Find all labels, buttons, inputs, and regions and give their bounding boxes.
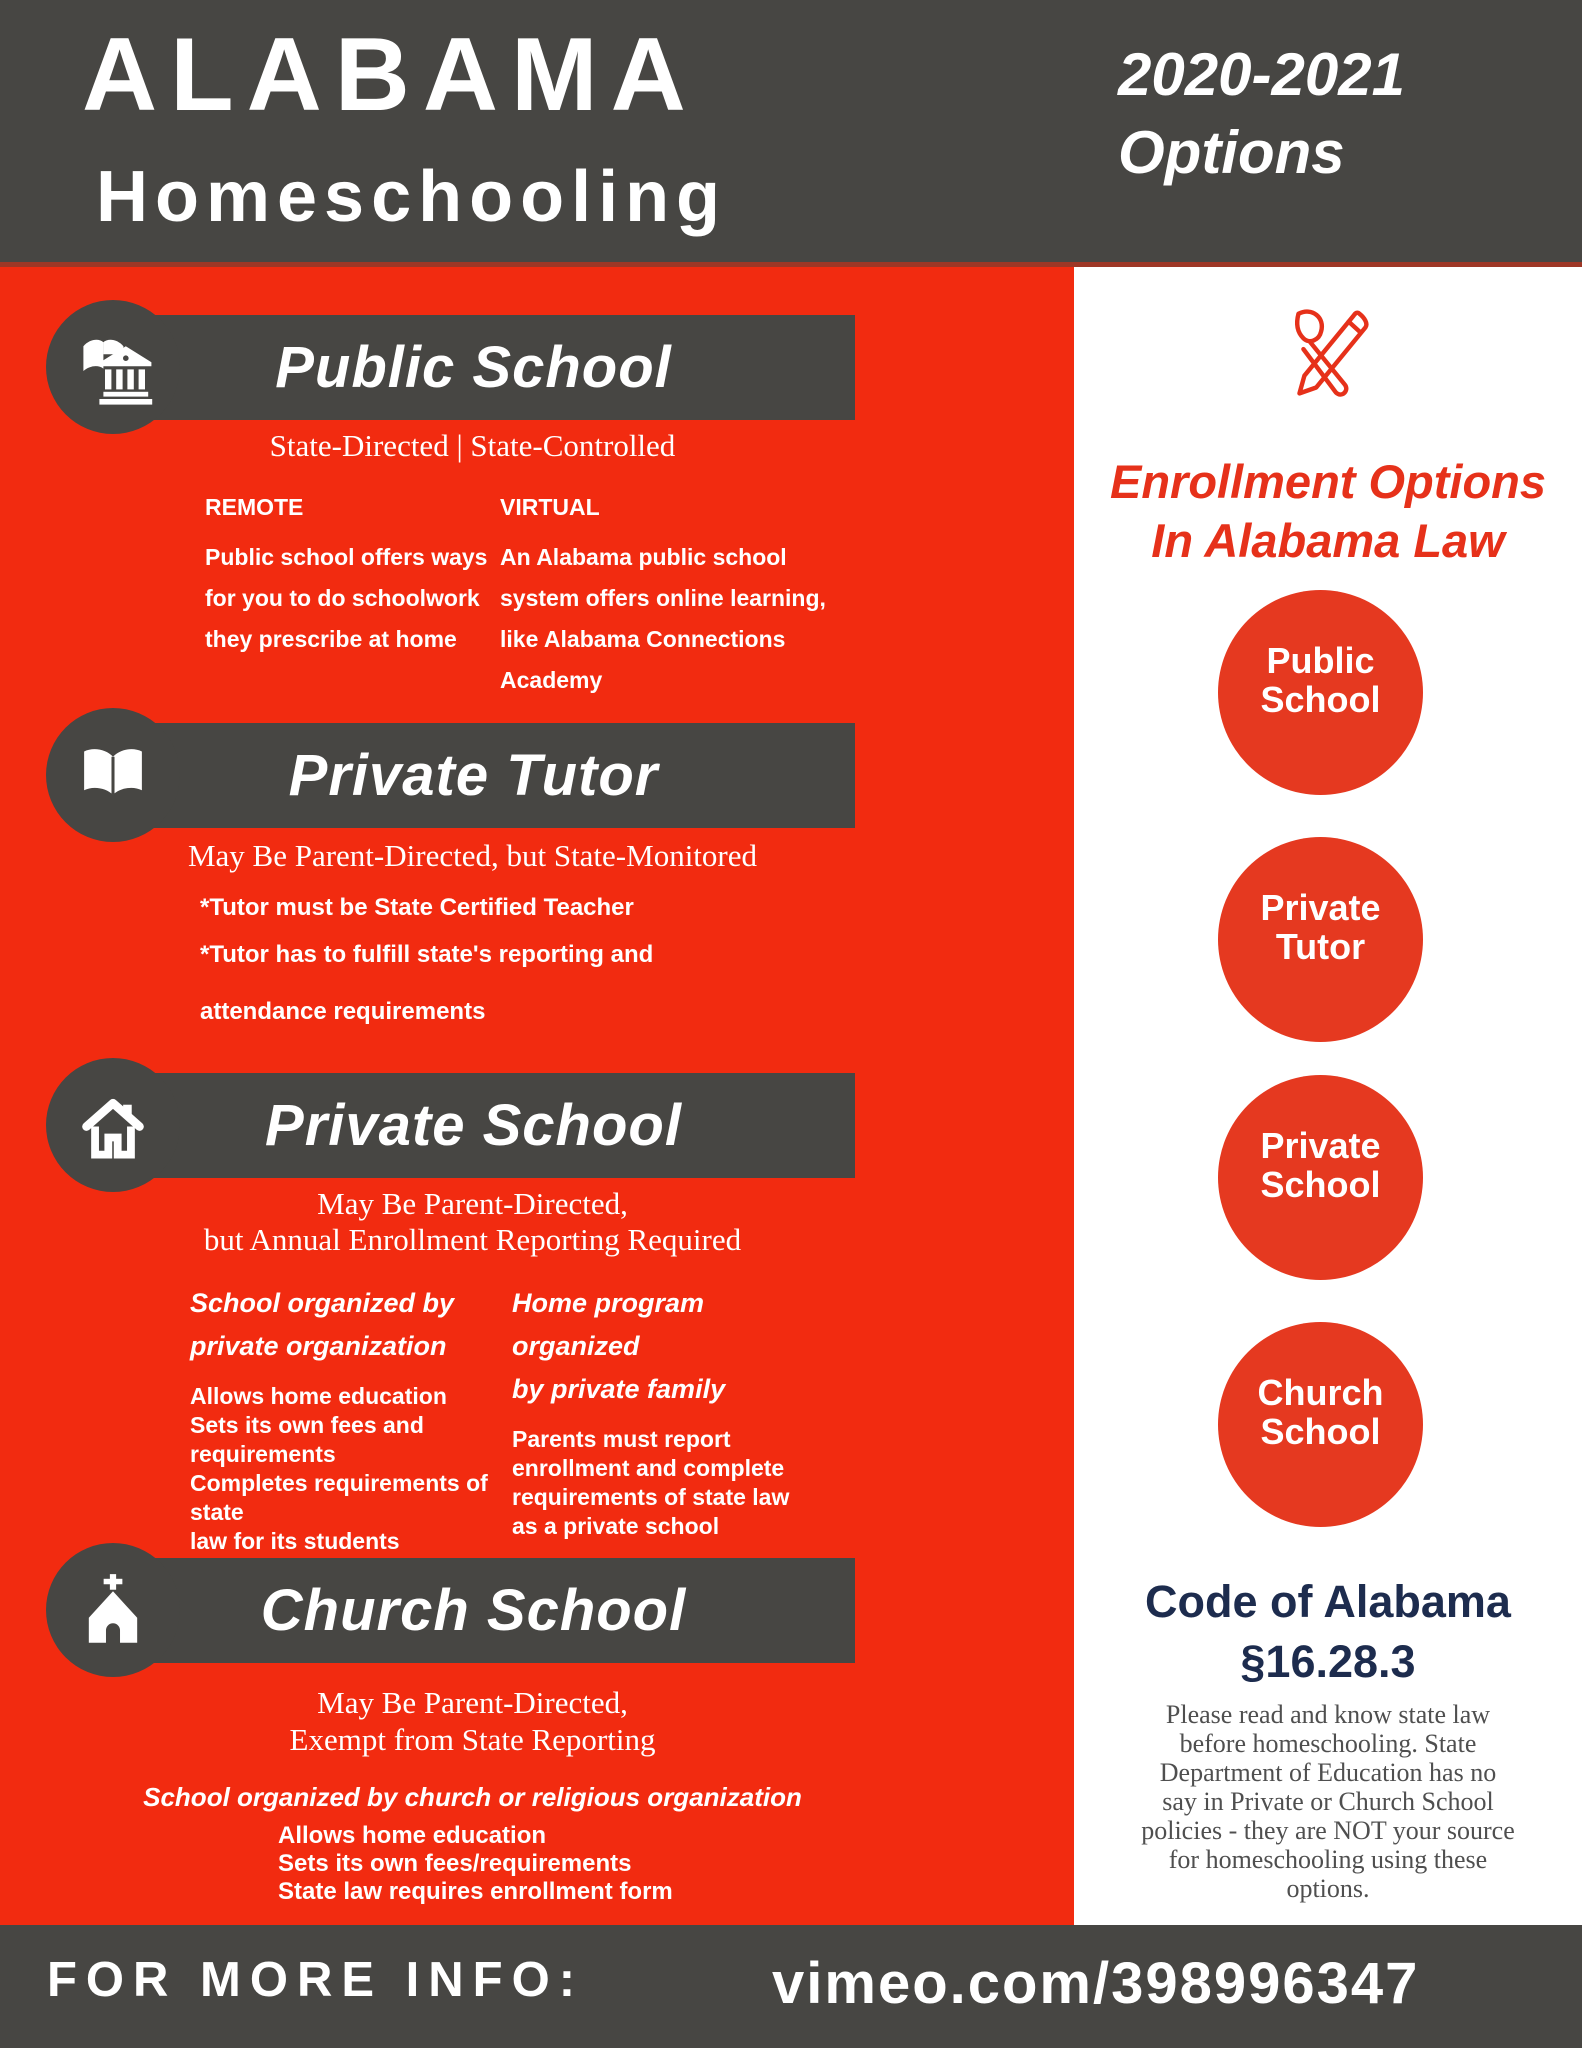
public-school-icon-circle: [46, 300, 180, 434]
public-school-title: Public School: [275, 335, 672, 400]
header-divider: [0, 262, 1582, 267]
private-school-subtitle: [90, 1186, 855, 1258]
church-school-subtitle: [90, 1684, 855, 1758]
tutor-bullet: attendance requirements: [200, 998, 486, 1025]
virtual-line: like Alabama Connections: [500, 626, 786, 652]
private-school-title: Private School: [265, 1093, 682, 1158]
year-options-label: [1118, 36, 1405, 192]
code-of-alabama-note: [1094, 1700, 1562, 1903]
badge-private-school: [1218, 1075, 1423, 1280]
remote-heading: REMOTE: [205, 494, 304, 520]
church-icon: [74, 1571, 152, 1649]
badge-label: Church School: [1257, 1371, 1384, 1452]
public-school-header-bar: [92, 315, 855, 420]
crossed-brush-and-pencil-icon: [1272, 298, 1384, 416]
tutor-bullet: *Tutor has to fulfill state's reporting and: [200, 941, 654, 968]
home-program-line: enrollment and complete: [512, 1455, 785, 1481]
church-school-line: State law requires enrollment form: [278, 1878, 673, 1905]
private-org-column: [190, 1282, 500, 1556]
private-tutor-title: Private Tutor: [288, 743, 659, 808]
church-school-title: Church School: [260, 1578, 687, 1643]
church-school-list: [278, 1822, 778, 1906]
private-school-subtitle-line: May Be Parent-Directed,: [317, 1186, 628, 1221]
church-school-subtitle-line: May Be Parent-Directed,: [317, 1685, 628, 1720]
private-org-line: Sets its own fees and requirements: [190, 1412, 424, 1467]
private-tutor-icon-circle: [46, 708, 180, 842]
virtual-column: [500, 494, 830, 701]
church-org-heading: School organized by church or religious organization: [143, 1782, 802, 1812]
virtual-heading: VIRTUAL: [500, 494, 600, 520]
church-school-subtitle-line: Exempt from State Reporting: [289, 1722, 656, 1757]
church-school-icon-circle: [46, 1543, 180, 1677]
private-school-subtitle-line: but Annual Enrollment Reporting Required: [203, 1222, 742, 1257]
private-tutor-subtitle: May Be Parent-Directed, but State-Monitored: [187, 838, 758, 873]
virtual-line: An Alabama public school: [500, 544, 787, 570]
home-program-column: [512, 1282, 822, 1541]
home-program-line: Parents must report: [512, 1426, 731, 1452]
public-school-subtitle: State-Directed | State-Controlled: [269, 428, 676, 463]
page-subtitle: Homeschooling: [96, 157, 728, 237]
code-heading-line: §16.28.3: [1240, 1636, 1416, 1687]
badge-private-tutor: [1218, 837, 1423, 1042]
badge-public-school: [1218, 590, 1423, 795]
badge-church-school: [1218, 1322, 1423, 1527]
private-org-line: Allows home education: [190, 1383, 447, 1409]
code-of-alabama-heading: [1074, 1572, 1582, 1692]
remote-column: [205, 494, 495, 660]
law-note-line: Department of Education has no: [1159, 1758, 1497, 1787]
badge-label: Private School: [1260, 1124, 1381, 1205]
code-heading-line: Code of Alabama: [1145, 1576, 1511, 1627]
remote-line: Public school offers ways: [205, 544, 488, 570]
private-org-heading: School organized by private organization: [190, 1288, 455, 1361]
church-school-line: Allows home education: [278, 1822, 547, 1849]
law-note-line: before homeschooling. State: [1179, 1729, 1477, 1758]
private-tutor-bullets: [200, 884, 760, 1035]
church-school-header-bar: [92, 1558, 855, 1663]
year-range: 2020-2021: [1118, 41, 1405, 108]
virtual-line: system offers online learning,: [500, 585, 826, 611]
private-org-line: Completes requirements of state: [190, 1470, 488, 1525]
private-school-header-bar: [92, 1073, 855, 1178]
church-school-line: Sets its own fees/requirements: [278, 1850, 632, 1877]
private-org-line: law for its students: [190, 1528, 400, 1554]
year-sub: Options: [1118, 119, 1345, 186]
law-note-line: Please read and know state law: [1165, 1700, 1491, 1729]
private-tutor-header-bar: [92, 723, 855, 828]
footer-label: FOR MORE INFO:: [47, 1953, 585, 2007]
house-icon: [74, 1086, 152, 1164]
virtual-line: Academy: [500, 667, 603, 693]
law-note-line: for homeschooling using these: [1168, 1845, 1488, 1874]
tutor-bullet: *Tutor must be State Certified Teacher: [200, 894, 634, 921]
law-note-line: policies - they are NOT your source: [1141, 1816, 1515, 1845]
enrollment-heading-line: Enrollment Options: [1109, 455, 1547, 508]
badge-label: Public School: [1260, 639, 1381, 720]
footer-vimeo-link: vimeo.com/398996347: [772, 1951, 1420, 2016]
enrollment-heading-line: In Alabama Law: [1151, 514, 1505, 567]
enrollment-options-heading: [1074, 452, 1582, 570]
home-program-heading: Home program organized by private family: [512, 1288, 726, 1404]
remote-line: for you to do schoolwork: [205, 585, 480, 611]
remote-line: they prescribe at home: [205, 626, 457, 652]
page-title: ALABAMA: [82, 17, 699, 133]
law-note-line: say in Private or Church School: [1162, 1787, 1494, 1816]
law-note-line: options.: [1286, 1874, 1370, 1903]
home-program-line: requirements of state law: [512, 1484, 790, 1510]
school-building-icon: [73, 327, 153, 407]
private-school-icon-circle: [46, 1058, 180, 1192]
open-book-icon: [75, 737, 151, 813]
home-program-line: as a private school: [512, 1513, 720, 1539]
badge-label: Private Tutor: [1260, 886, 1381, 967]
